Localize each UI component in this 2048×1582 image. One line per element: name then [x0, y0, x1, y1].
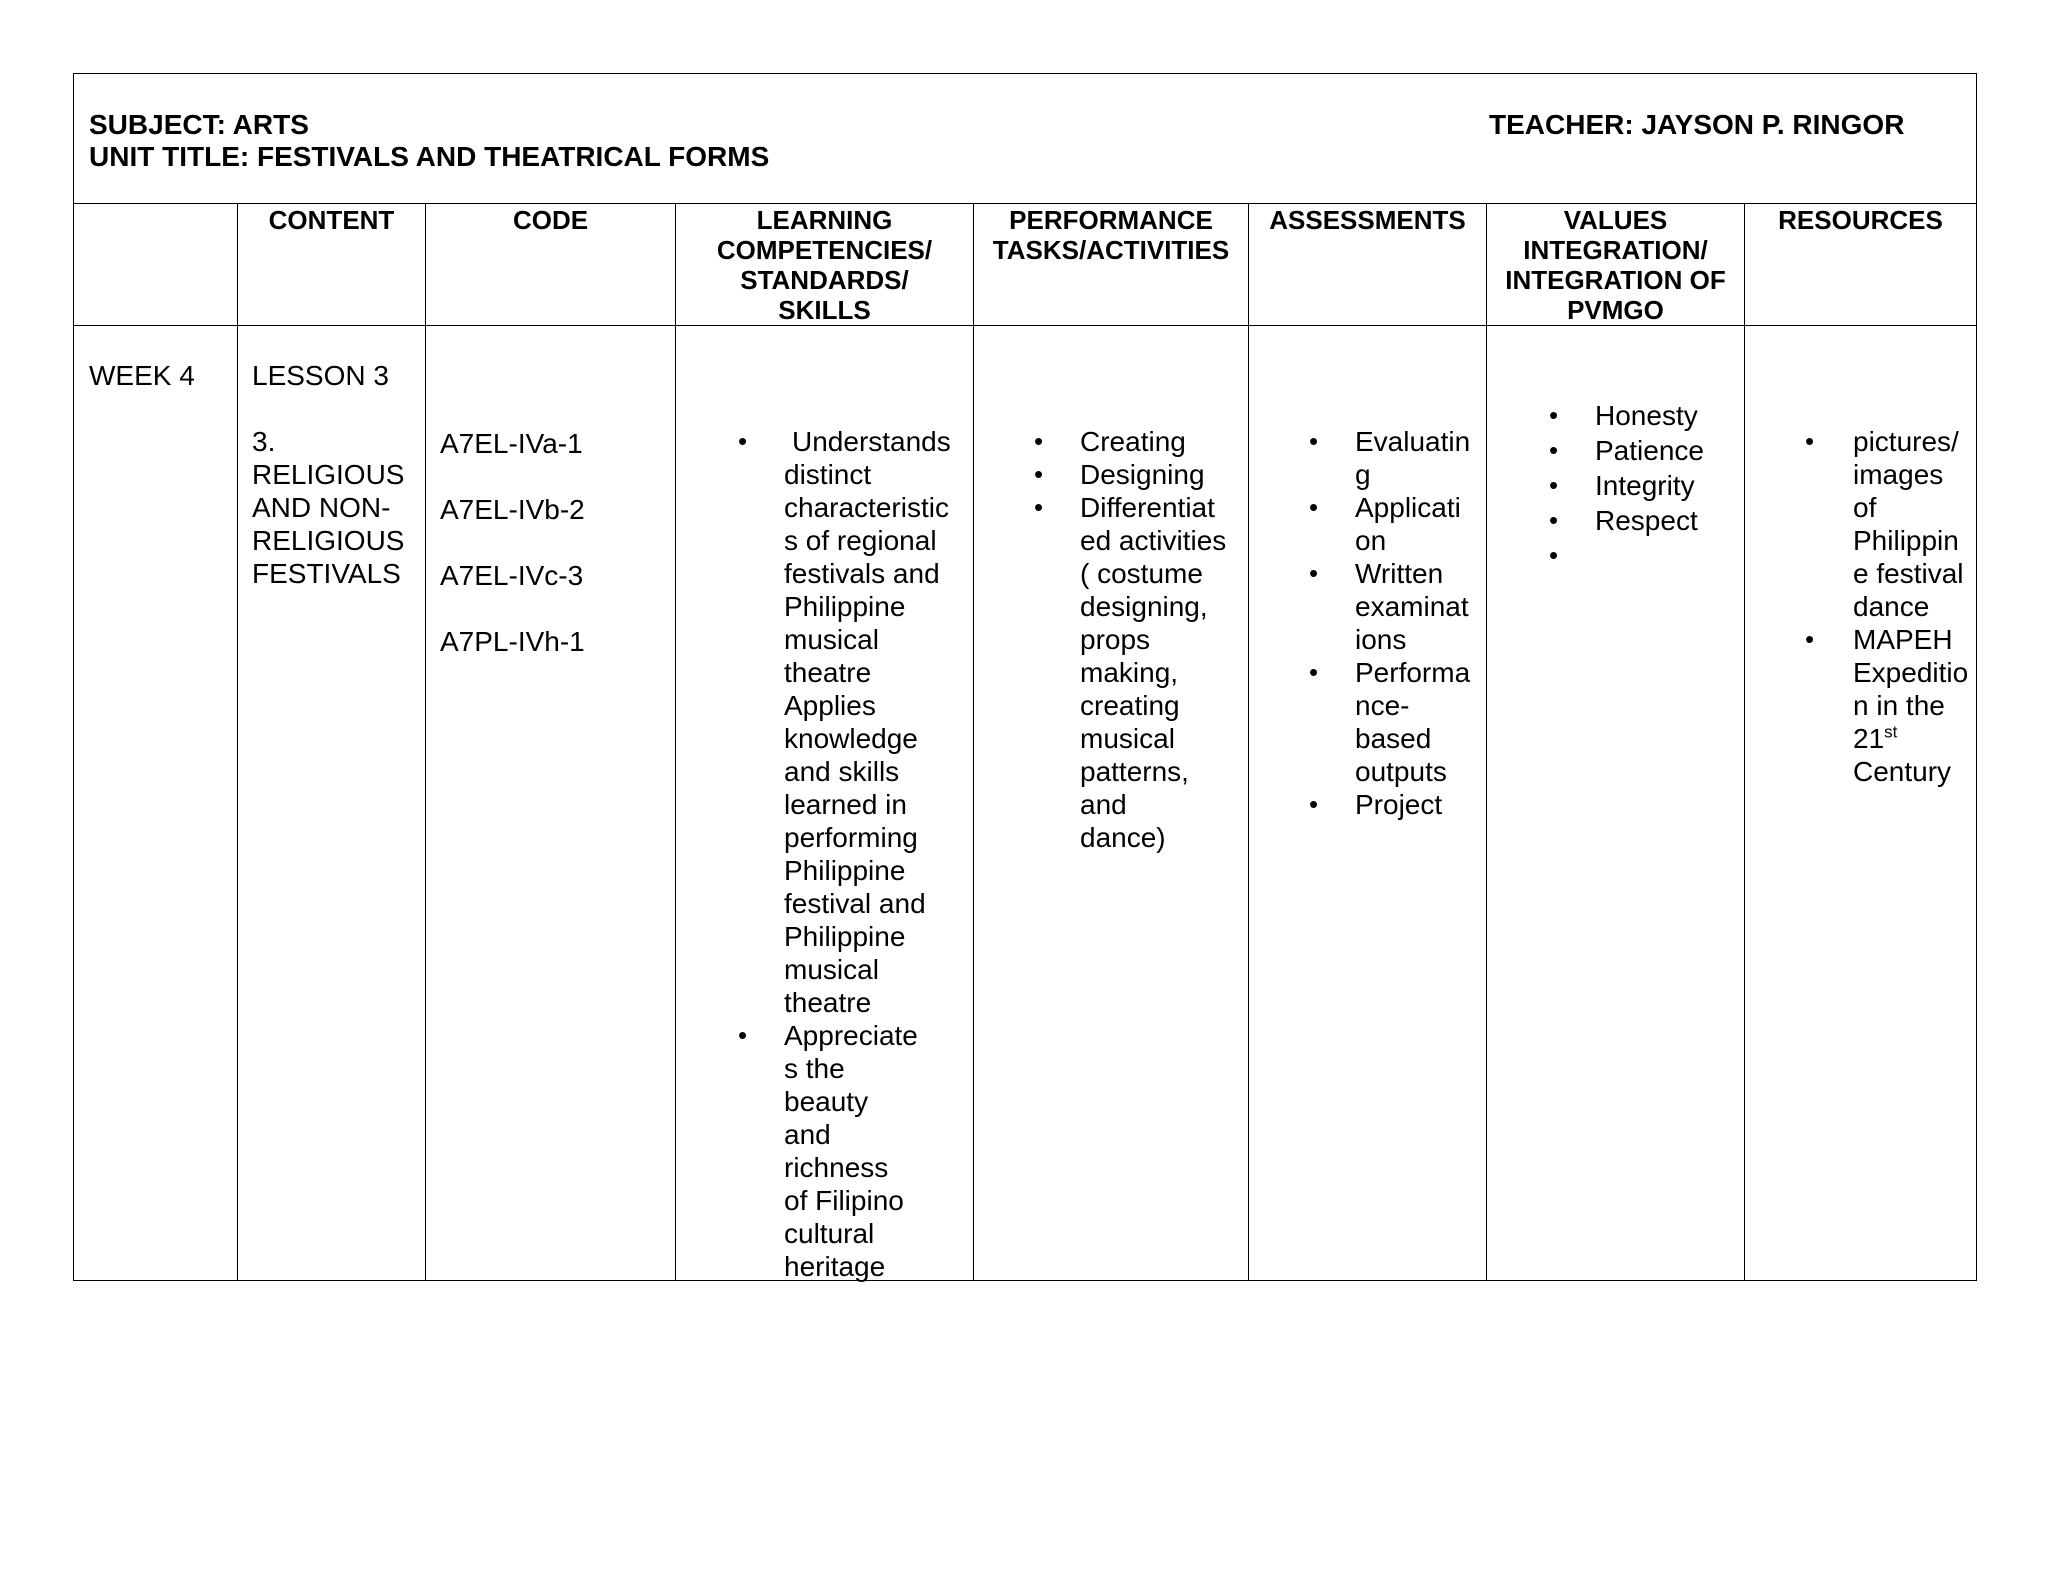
code-item: A7PL-IVh-1 — [440, 626, 585, 657]
bullet-icon: • — [1549, 540, 1559, 570]
resources-column-header: RESOURCES — [1745, 204, 1977, 326]
bullet-icon: • — [1309, 558, 1319, 588]
code-item: A7EL-IVa-1 — [440, 428, 583, 459]
lesson-label: LESSON 3 — [252, 360, 389, 391]
list-item: • Respect — [1549, 505, 1698, 536]
week-label: WEEK 4 — [89, 360, 195, 391]
header-cell — [74, 74, 1977, 204]
content-cell — [238, 326, 426, 1281]
lesson-topic: 3. RELIGIOUS AND NON- RELIGIOUS FESTIVALS — [252, 426, 405, 589]
code-list — [440, 427, 585, 691]
bullet-icon: • — [1549, 505, 1559, 535]
list-item — [1487, 539, 1744, 574]
subject-label: SUBJECT: ARTS — [89, 109, 309, 140]
assessments-cell — [1249, 326, 1487, 1281]
bullet-icon: • — [1309, 426, 1319, 456]
resources-cell — [1745, 326, 1977, 1281]
code-item: A7EL-IVb-2 — [440, 494, 585, 525]
content-column-header: CONTENT — [238, 204, 426, 326]
list-item: • Integrity — [1549, 470, 1695, 501]
week-column-header — [74, 204, 238, 326]
list-item: • Designing — [1034, 459, 1205, 490]
bullet-icon: • — [1309, 492, 1319, 522]
list-item: • Evaluatin g — [1309, 426, 1471, 490]
bullet-icon: • — [738, 1020, 748, 1050]
bullet-icon: • — [1549, 435, 1559, 465]
list-item: • Understands distinct characteristic s of regional festivals and Philippine musical theatre Applies knowledge and skills learned in performing Philippine festival and Philippine musical theatre — [738, 426, 951, 1018]
list-item: • Written examinat ions — [1309, 558, 1469, 655]
list-item: • Patience — [1549, 435, 1704, 466]
bullet-icon: • — [1034, 426, 1044, 456]
week-cell — [74, 326, 238, 1281]
column-header-row — [74, 204, 1977, 326]
values-column-header: VALUES INTEGRATION/ INTEGRATION OF PVMGO — [1487, 204, 1745, 326]
list-item: • Creating — [1034, 426, 1186, 457]
list-item: • Applicati on — [1309, 492, 1461, 556]
bullet-icon: • — [738, 426, 748, 456]
list-item: • Performa nce- based outputs — [1309, 657, 1471, 787]
lesson-plan-table — [73, 73, 1977, 1281]
teacher-label: TEACHER: JAYSON P. RINGOR — [1489, 109, 1905, 140]
bullet-icon: • — [1805, 426, 1815, 456]
bullet-icon: • — [1309, 657, 1319, 687]
bullet-icon: • — [1549, 400, 1559, 430]
list-item: • Honesty — [1549, 400, 1698, 431]
list-item: • pictures/ images of Philippin e festival dance — [1805, 426, 1964, 622]
values-cell — [1487, 326, 1745, 1281]
list-item: • Appreciate s the beauty and richness of Filipino cultural heritage — [738, 1020, 918, 1282]
unit-title-label: UNIT TITLE: FESTIVALS AND THEATRICAL FORMS — [89, 141, 770, 172]
week-row — [74, 326, 1977, 1281]
bullet-icon: • — [1549, 470, 1559, 500]
bullet-icon: • — [1309, 789, 1319, 819]
lesson-plan-document — [73, 73, 1976, 1281]
superscript: st — [1884, 722, 1898, 742]
performance-column-header: PERFORMANCE TASKS/ACTIVITIES — [974, 204, 1249, 326]
values-list — [1487, 399, 1744, 574]
resources-list — [1745, 425, 1976, 788]
list-item: • Project — [1309, 789, 1443, 820]
code-item: A7EL-IVc-3 — [440, 560, 584, 591]
assessments-column-header: ASSESSMENTS — [1249, 204, 1487, 326]
performance-cell — [974, 326, 1249, 1281]
competencies-list — [676, 425, 973, 1283]
performance-list — [974, 425, 1248, 854]
list-item: • MAPEH Expeditio n in the 21st Century — [1805, 624, 1969, 787]
list-item: • Differentiat ed activities ( costume designing, props making, creating musical patterns, and dance) — [1034, 492, 1227, 853]
code-column-header: CODE — [426, 204, 676, 326]
bullet-icon: • — [1034, 492, 1044, 522]
code-cell — [426, 326, 676, 1281]
assessments-list — [1249, 425, 1486, 821]
competencies-column-header: LEARNING COMPETENCIES/ STANDARDS/ SKILLS — [676, 204, 974, 326]
bullet-icon: • — [1805, 624, 1815, 654]
competencies-cell — [676, 326, 974, 1281]
bullet-icon: • — [1034, 459, 1044, 489]
